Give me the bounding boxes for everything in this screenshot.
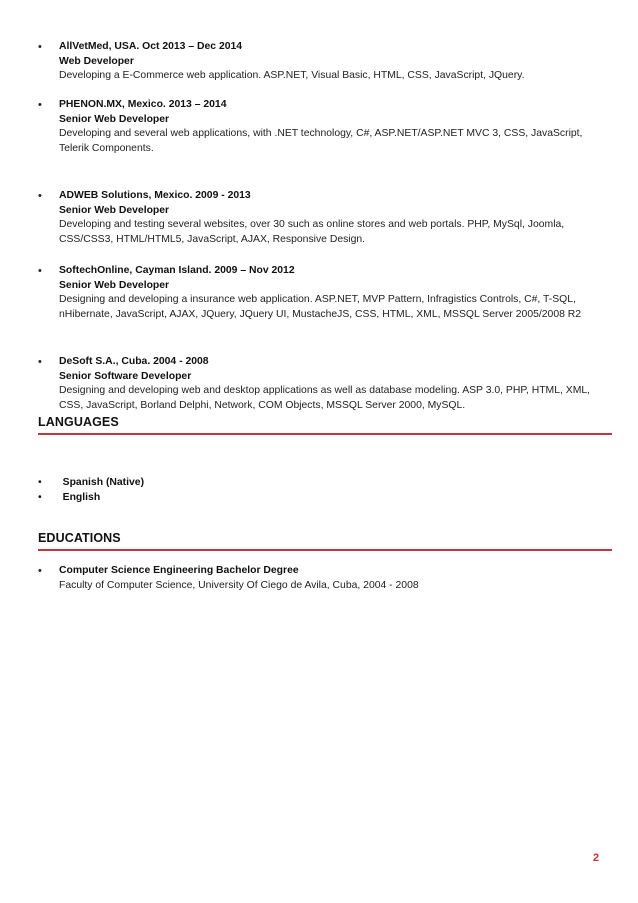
experience-entry xyxy=(38,40,613,84)
bullet: • xyxy=(38,492,42,503)
bullet: • xyxy=(38,356,42,368)
bullet: • xyxy=(38,477,42,488)
language-item xyxy=(38,476,144,490)
bullet: • xyxy=(38,265,42,277)
experience-company: PHENON.MX, Mexico. 2013 – 2014 xyxy=(59,99,227,110)
experience-role: Senior Software Developer xyxy=(59,370,192,382)
experience-role: Senior Web Developer xyxy=(59,279,170,291)
language-name: English xyxy=(62,492,101,503)
bullet: • xyxy=(38,41,42,53)
education-institution: Faculty of Computer Science, University Of Ciego de Avila, Cuba, 2004 - 2008 xyxy=(59,579,419,591)
language-item xyxy=(38,491,100,505)
bullet: • xyxy=(38,190,42,202)
experience-entry xyxy=(38,189,613,247)
experience-entry xyxy=(38,355,613,413)
experience-entry xyxy=(38,98,613,156)
experience-role: Senior Web Developer xyxy=(59,204,170,216)
language-name: Spanish (Native) xyxy=(62,477,145,488)
experience-description: Developing and several web applications, with .NET technology, C#, ASP.NET/ASP.NET MVC 3, CSS, JavaScript, Telerik Components. xyxy=(59,128,583,154)
experience-company: ADWEB Solutions, Mexico. 2009 - 2013 xyxy=(59,190,251,201)
education-entry xyxy=(38,564,613,593)
experience-company: SoftechOnline, Cayman Island. 2009 – Nov 2012 xyxy=(59,265,295,276)
experience-company: DeSoft S.A., Cuba. 2004 - 2008 xyxy=(59,356,209,367)
educations-heading: EDUCATIONS xyxy=(38,531,612,551)
experience-description: Developing and testing several websites, over 30 such as online stores and web portals. PHP, MySql, Joomla, CSS/CSS3, HTML/HTML5, JavaScript, AJAX, Responsive Design. xyxy=(59,219,565,245)
bullet: • xyxy=(38,99,42,111)
experience-description: Designing and developing a insurance web application. ASP.NET, MVP Pattern, Infragistics Controls, C#, T-SQL, nHibernate, JavaScript, AJAX, JQuery, JQuery UI, MustacheJS, CSS, HTML, XML, MSSQL Server 2005/2008 R2 xyxy=(59,294,582,320)
education-degree: Computer Science Engineering Bachelor Degree xyxy=(59,565,299,576)
experience-role: Web Developer xyxy=(59,55,134,67)
experience-description: Designing and developing web and desktop applications as well as database modeling. ASP 3.0, PHP, HTML, XML, CSS, JavaScript, Borland Delphi, Network, COM Objects, MSSQL Server 2000, MySQL. xyxy=(59,385,591,411)
experience-entry xyxy=(38,264,613,322)
experience-role: Senior Web Developer xyxy=(59,113,170,125)
bullet: • xyxy=(38,565,42,577)
languages-heading: LANGUAGES xyxy=(38,415,612,435)
experience-description: Developing a E-Commerce web application. ASP.NET, Visual Basic, HTML, CSS, JavaScript, JQuery. xyxy=(59,70,525,82)
page-number: 2 xyxy=(593,852,600,864)
experience-company: AllVetMed, USA. Oct 2013 – Dec 2014 xyxy=(59,41,243,52)
